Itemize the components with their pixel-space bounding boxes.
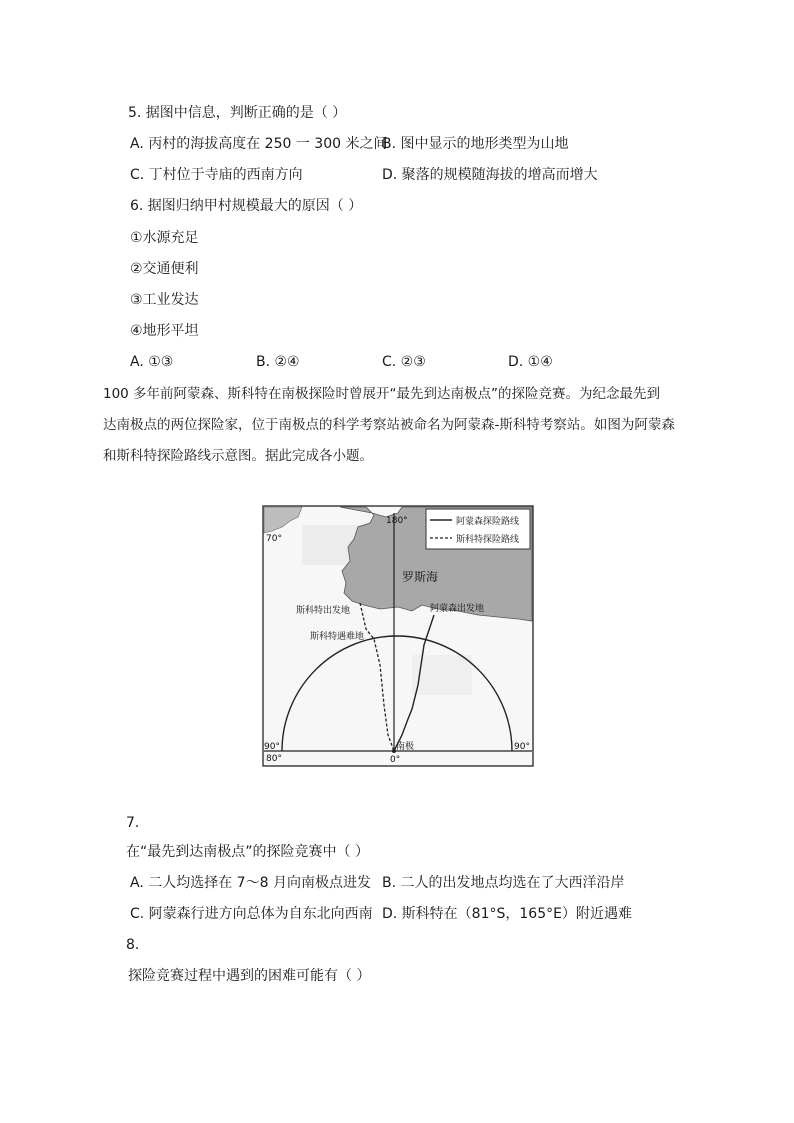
label-70: 70° (266, 534, 282, 544)
legend-amundsen-label: 阿蒙森探险路线 (456, 517, 520, 527)
q5-options-row-2 (130, 165, 598, 185)
passage-line-3: 和斯科特探险路线示意图。据此完成各小题。 (103, 448, 373, 464)
label-amundsen-start: 阿蒙森出发地 (430, 604, 485, 614)
passage-line-1: 100 多年前阿蒙森、斯科特在南极探险时曾展开“最先到达南极点”的探险竞赛。为纪念最先到 (103, 386, 661, 402)
q7-option-b[interactable]: B. 二人的出发地点均选在了大西洋沿岸 (382, 875, 625, 891)
q7-number: 7. (126, 815, 140, 831)
q6-option-c[interactable]: C. ②③ (382, 354, 426, 370)
passage-line-2: 达南极点的两位探险家，位于南极点的科学考察站被命名为阿蒙森-斯科特考察站。如图为阿蒙森 (103, 417, 675, 433)
q8-number: 8. (126, 937, 140, 953)
q5-option-b[interactable]: B. 图中显示的地形类型为山地 (382, 136, 569, 152)
label-0: 0° (390, 755, 401, 765)
label-right-90: 90° (514, 742, 530, 752)
q5-option-c[interactable]: C. 丁村位于寺庙的西南方向 (130, 167, 303, 183)
q5-options-row-1 (130, 134, 569, 154)
q7-option-a[interactable]: A. 二人均选择在 7～8 月向南极点进发 (130, 875, 371, 891)
q6-item-2: ②交通便利 (130, 261, 199, 277)
label-ross-sea: 罗斯海 (402, 570, 439, 584)
q6-item-1: ①水源充足 (130, 230, 199, 246)
legend-scott-label: 斯科特探险路线 (456, 535, 520, 545)
q7-option-c[interactable]: C. 阿蒙森行进方向总体为自东北向西南 (130, 906, 373, 922)
q5-option-d[interactable]: D. 聚落的规模随海拔的增高而增大 (382, 167, 598, 183)
label-left-90: 90° (264, 742, 280, 752)
label-scott-death: 斯科特遇难地 (310, 632, 365, 642)
q7-options-row-2 (130, 904, 632, 924)
label-scott-start: 斯科特出发地 (296, 606, 351, 616)
q6-option-a[interactable]: A. ①③ (130, 354, 174, 370)
q8-stem: 探险竞赛过程中遇到的困难可能有（ ） (128, 968, 371, 984)
q6-item-3: ③工业发达 (130, 292, 199, 308)
q5-option-a[interactable]: A. 丙村的海拔高度在 250 一 300 米之间 (130, 136, 388, 152)
q6-option-b[interactable]: B. ②④ (256, 354, 300, 370)
q6-item-4: ④地形平坦 (130, 323, 199, 339)
exploration-route-map (262, 505, 534, 767)
label-south-pole: 南极 (396, 742, 415, 752)
q6-options-row (130, 352, 553, 372)
q6-stem: 6. 据图归纳甲村规模最大的原因（ ） (130, 198, 363, 214)
q5-stem: 5. 据图中信息，判断正确的是（ ） (128, 105, 347, 121)
label-180: 180° (386, 516, 408, 526)
map-svg (262, 505, 534, 767)
q6-option-d[interactable]: D. ①④ (508, 354, 553, 370)
q7-option-d[interactable]: D. 斯科特在（81°S，165°E）附近遇难 (382, 906, 632, 922)
label-left-80: 80° (266, 754, 282, 764)
q7-options-row-1 (130, 873, 625, 893)
q7-stem: 在“最先到达南极点”的探险竞赛中（ ） (126, 844, 369, 860)
